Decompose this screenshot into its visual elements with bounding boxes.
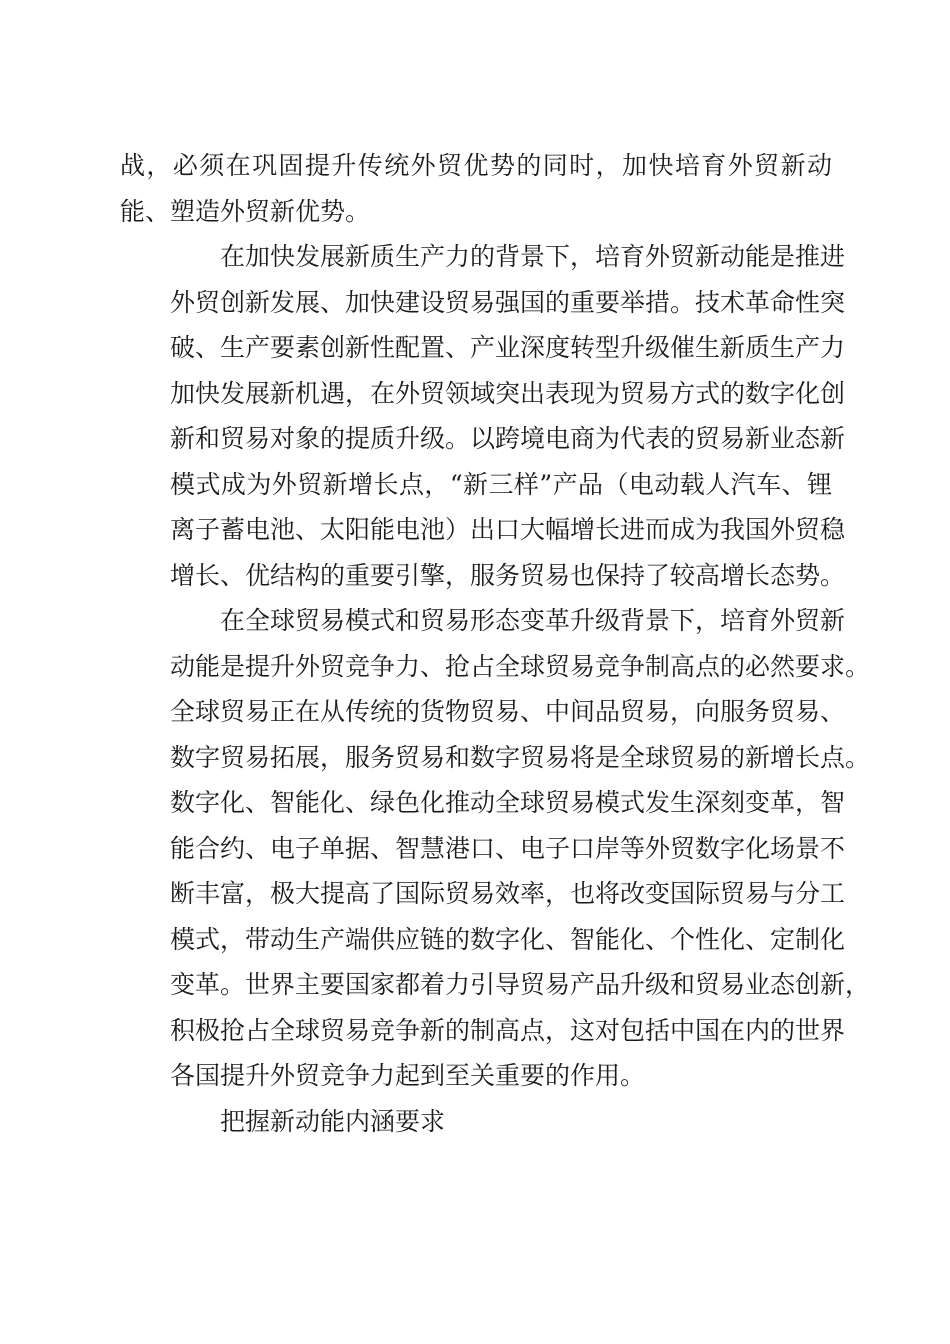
text-line: 能合约、电子单据、智慧港口、电子口岸等外贸数字化场景不 xyxy=(170,833,846,863)
text-line: 在全球贸易模式和贸易形态变革升级背景下，培育外贸新 xyxy=(220,606,846,635)
text-line: 全球贸易正在从传统的货物贸易、中间品贸易，向服务贸易、 xyxy=(170,697,846,726)
text-line: 模式成为外贸新增长点，“新三样”产品（电动载人汽车、锂 xyxy=(170,469,832,499)
section-heading xyxy=(120,1099,832,1145)
text-line: 积极抢占全球贸易竞争新的制高点，这对包括中国在内的世界 xyxy=(170,1015,846,1045)
text-line: 新和贸易对象的提质升级。以跨境电商为代表的贸易新业态新 xyxy=(170,424,846,453)
text-line: 各国提升外贸竞争力起到至关重要的作用。 xyxy=(170,1061,646,1090)
text-line: 在加快发展新质生产力的背景下，培育外贸新动能是推进 xyxy=(220,242,846,271)
text-line: 数字贸易拓展，服务贸易和数字贸易将是全球贸易的新增长点。 xyxy=(170,742,871,772)
text-line: 增长、优结构的重要引擎，服务贸易也保持了较高增长态势。 xyxy=(170,560,846,590)
paragraph-1 xyxy=(120,143,832,234)
text-line: 断丰富，极大提高了国际贸易效率，也将改变国际贸易与分工 xyxy=(170,879,846,908)
text-line: 战，必须在巩固提升传统外贸优势的同时，加快培育外贸新动 xyxy=(120,151,832,180)
text-line: 外贸创新发展、加快建设贸易强国的重要举措。技术革命性突 xyxy=(170,287,846,317)
text-line: 模式，带动生产端供应链的数字化、智能化、个性化、定制化 xyxy=(170,924,846,954)
document-body xyxy=(120,143,871,1144)
text-line: 数字化、智能化、绿色化推动全球贸易模式发生深刻变革，智 xyxy=(170,788,846,817)
paragraph-2 xyxy=(120,234,846,598)
text-line: 破、生产要素创新性配置、产业深度转型升级催生新质生产力 xyxy=(170,333,846,362)
text-line: 能、塑造外贸新优势。 xyxy=(120,196,371,226)
text-line: 变革。世界主要国家都着力引导贸易产品升级和贸易业态创新， xyxy=(170,970,871,999)
text-line: 动能是提升外贸竞争力、抢占全球贸易竞争制高点的必然要求。 xyxy=(170,651,871,681)
text-line: 加快发展新机遇，在外贸领域突出表现为贸易方式的数字化创 xyxy=(170,378,846,408)
section-heading-text: 把握新动能内涵要求 xyxy=(220,1106,446,1136)
paragraph-3 xyxy=(120,598,871,1099)
text-line: 离子蓄电池、太阳能电池）出口大幅增长进而成为我国外贸稳 xyxy=(170,515,846,544)
